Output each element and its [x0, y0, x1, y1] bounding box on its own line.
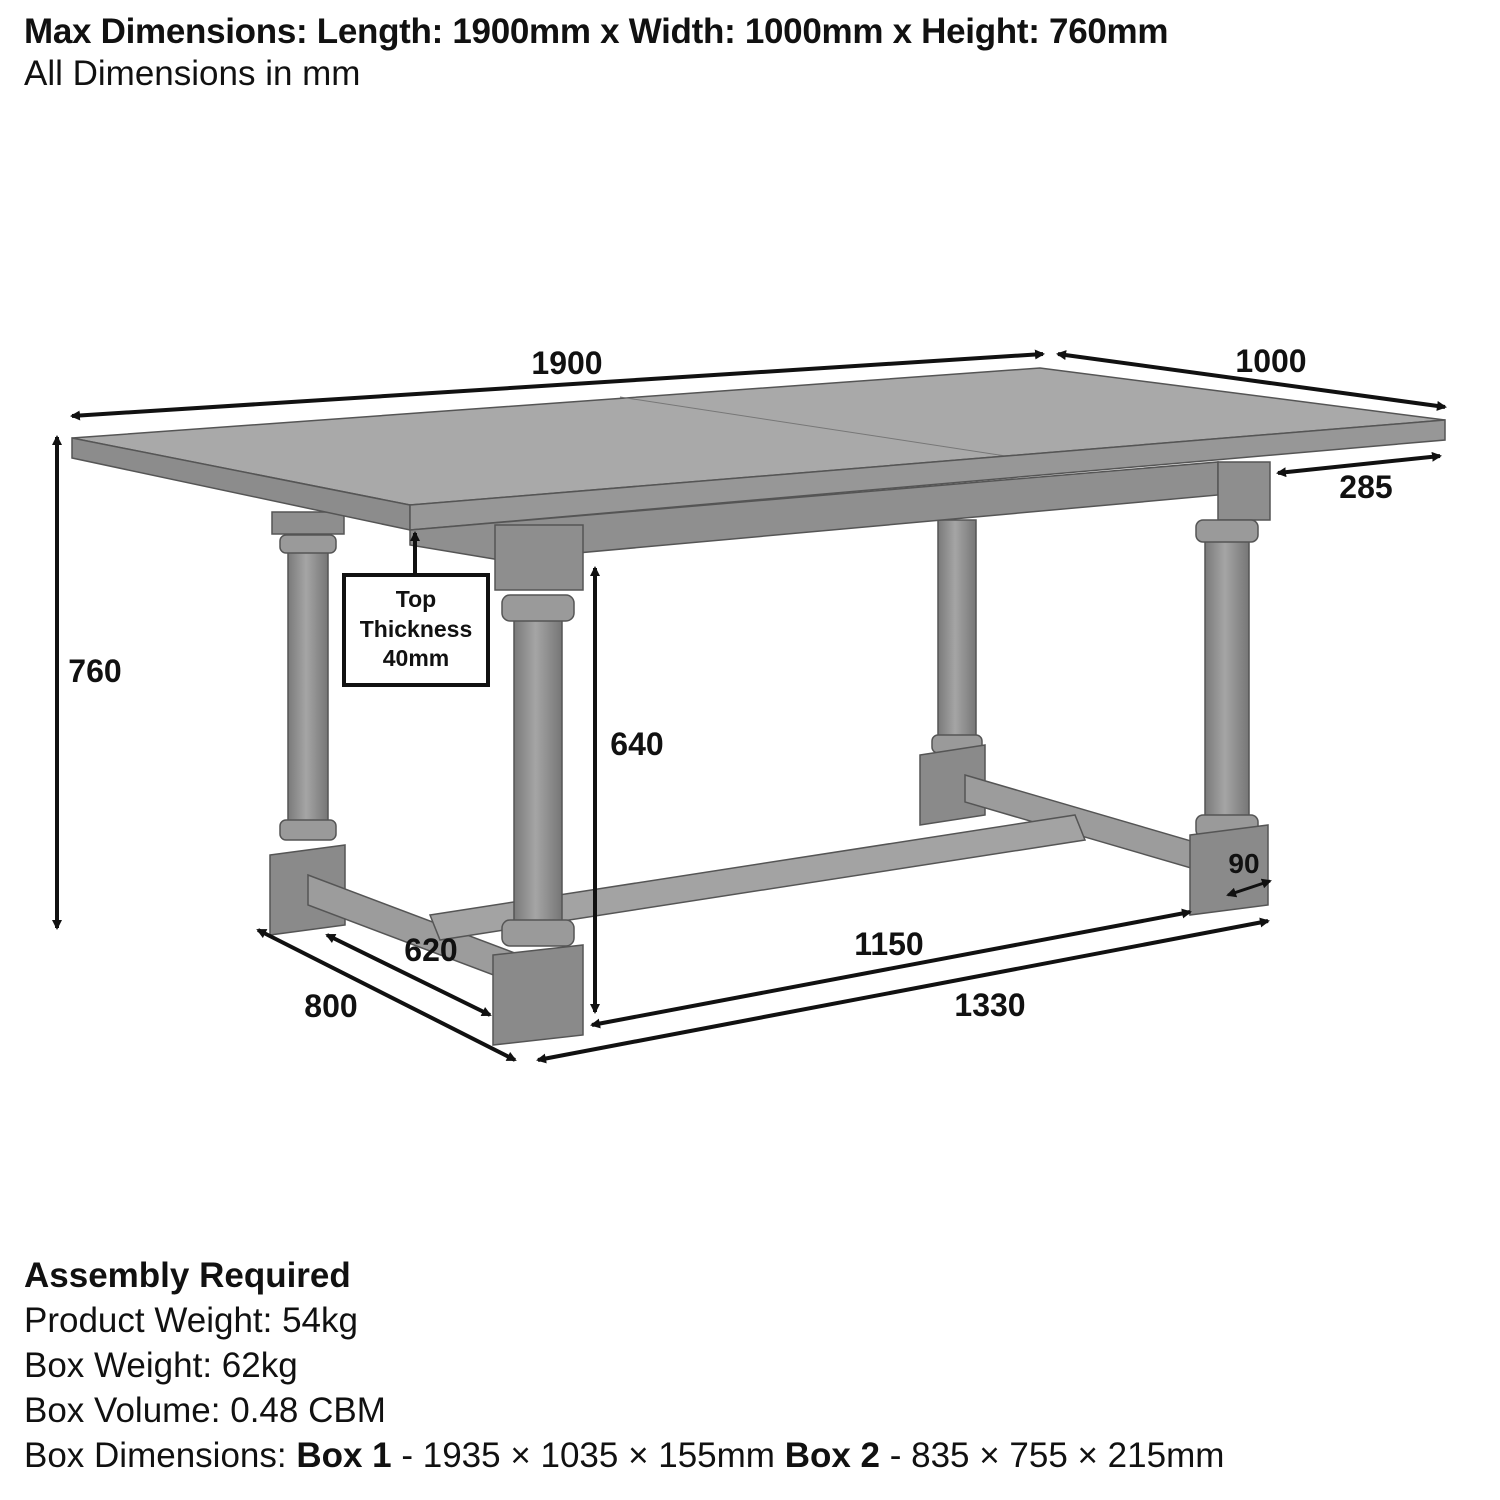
box-dimensions-prefix: Box Dimensions:: [24, 1436, 297, 1475]
label-base-length: 1330: [954, 987, 1026, 1023]
label-height: 760: [68, 653, 122, 689]
callout-line-2: Thickness: [359, 616, 473, 642]
leg-back-right: [932, 520, 982, 753]
leg-front-left: [493, 525, 583, 1045]
max-dimensions-title: Max Dimensions: Length: 1900mm x Width: 1000mm x Height: 760mm: [24, 12, 1169, 51]
leg-back-left: [272, 512, 344, 840]
product-info: [24, 1253, 1224, 1478]
box-volume: Box Volume: 0.48 CBM: [24, 1391, 386, 1430]
box1-label: Box 1: [296, 1436, 392, 1475]
product-weight: Product Weight: 54kg: [24, 1301, 358, 1340]
label-base-width: 800: [304, 988, 358, 1024]
label-leg-height: 640: [610, 726, 664, 762]
label-inner-base-width: 620: [404, 932, 458, 968]
callout-line-1: Top: [395, 586, 437, 612]
box2-label: Box 2: [784, 1436, 880, 1475]
callout-line-3: 40mm: [382, 645, 450, 671]
units-subtitle: All Dimensions in mm: [24, 54, 361, 93]
table-illustration: [72, 368, 1445, 1045]
label-leg-size: 90: [1228, 848, 1260, 879]
stretcher-back: [965, 775, 1215, 875]
assembly-required: Assembly Required: [24, 1256, 351, 1295]
label-overhang: 285: [1339, 469, 1393, 505]
label-length: 1900: [531, 345, 603, 381]
box-dimensions: [24, 1433, 1224, 1478]
box1-dimensions: - 1935 × 1035 × 155mm: [391, 1436, 785, 1475]
box-weight: Box Weight: 62kg: [24, 1346, 298, 1385]
label-width: 1000: [1235, 343, 1307, 379]
box2-dimensions: - 835 × 755 × 215mm: [880, 1436, 1225, 1475]
label-inner-rail-length: 1150: [854, 926, 924, 962]
